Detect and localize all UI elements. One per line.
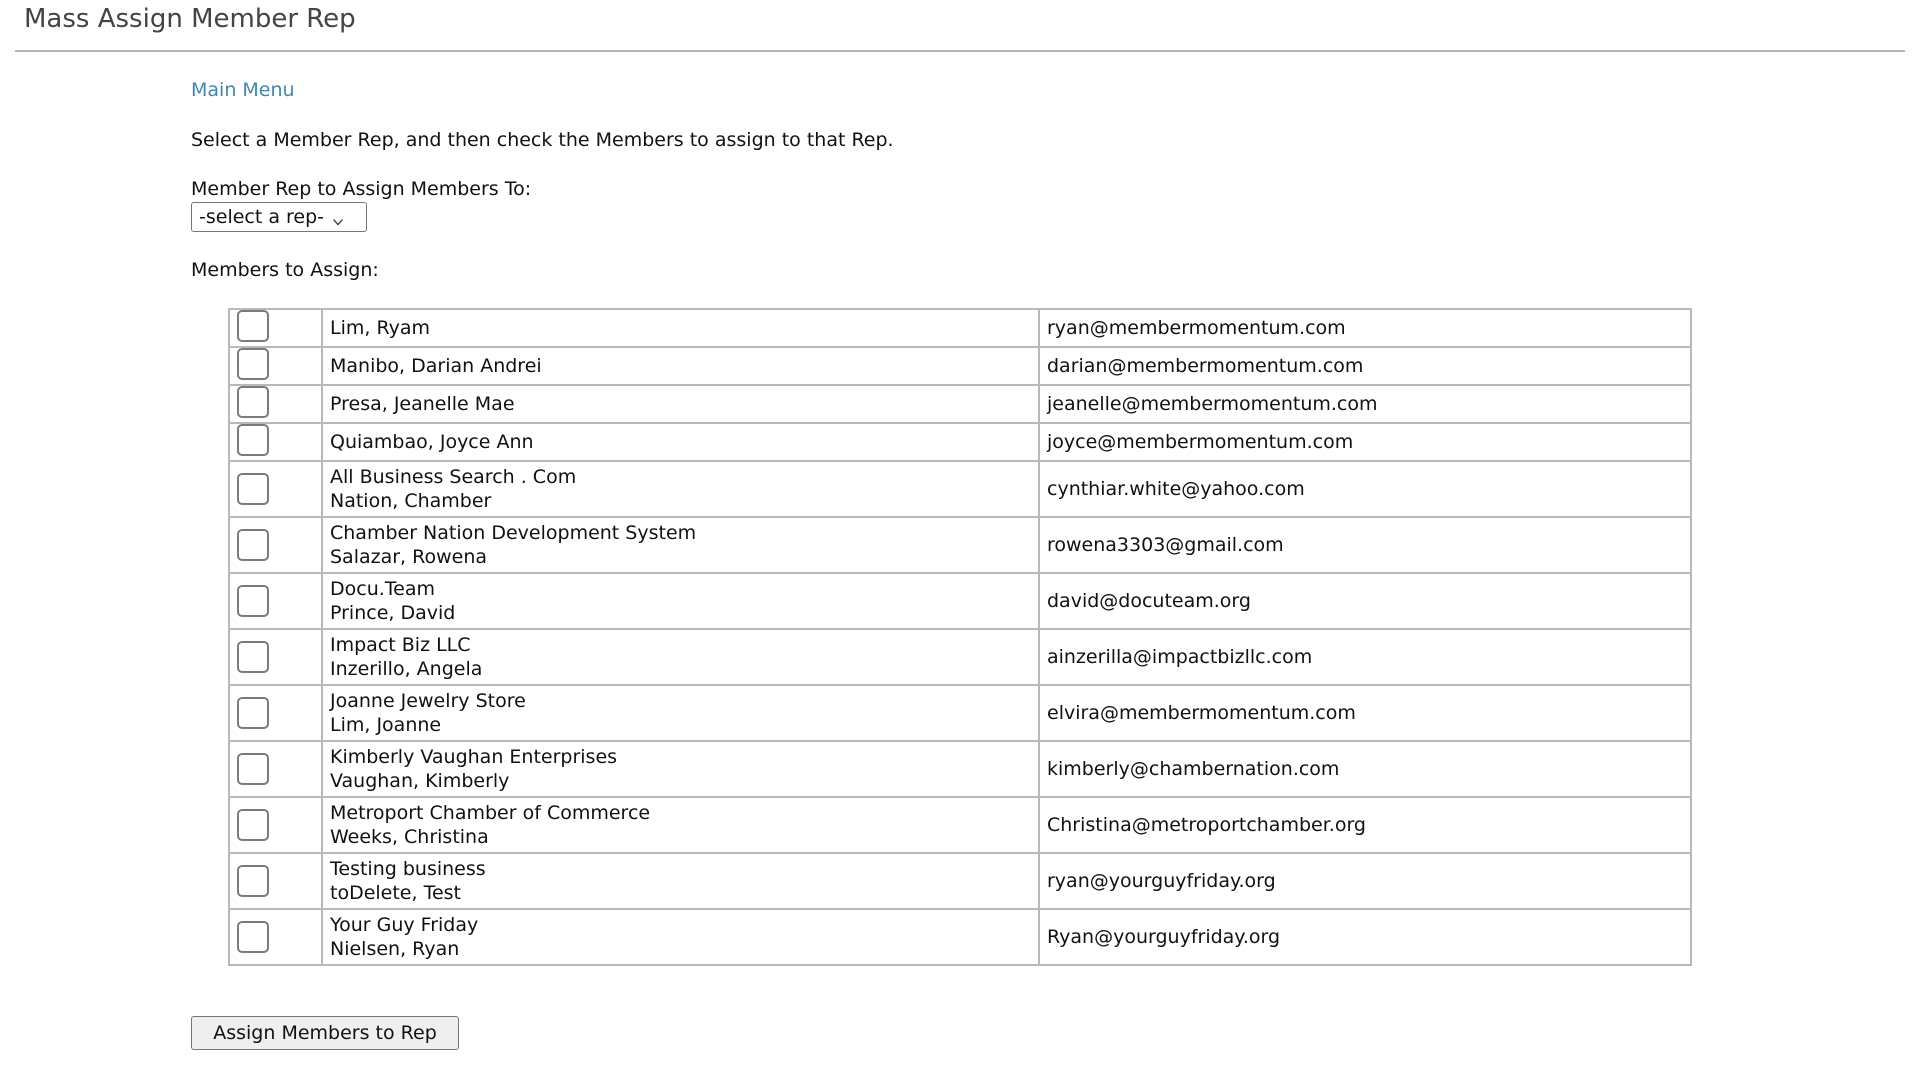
checkbox-cell	[229, 797, 322, 853]
member-email: darian@membermomentum.com	[1039, 347, 1691, 385]
table-row	[229, 685, 1691, 741]
member-email: ainzerilla@impactbizllc.com	[1039, 629, 1691, 685]
table-row	[229, 347, 1691, 385]
member-name-cell	[322, 629, 1039, 685]
member-name-cell	[322, 741, 1039, 797]
members-table-body	[229, 309, 1691, 965]
page-header	[15, 0, 1905, 52]
member-business: Docu.Team	[330, 578, 436, 600]
member-email: Christina@metroportchamber.org	[1039, 797, 1691, 853]
member-name: Quiambao, Joyce Ann	[330, 431, 534, 453]
table-row	[229, 461, 1691, 517]
member-business: Chamber Nation Development System	[330, 522, 697, 544]
members-table	[228, 308, 1692, 966]
member-business: Joanne Jewelry Store	[330, 690, 526, 712]
member-name: Salazar, Rowena	[330, 546, 488, 568]
member-name: Inzerillo, Angela	[330, 658, 483, 680]
member-name: Lim, Ryam	[330, 317, 431, 339]
checkbox-cell	[229, 573, 322, 629]
member-email: kimberly@chambernation.com	[1039, 741, 1691, 797]
member-checkbox[interactable]	[237, 921, 269, 953]
member-name: Vaughan, Kimberly	[330, 770, 510, 792]
checkbox-cell	[229, 461, 322, 517]
checkbox-cell	[229, 853, 322, 909]
member-checkbox[interactable]	[237, 424, 269, 456]
member-name-cell	[322, 685, 1039, 741]
checkbox-cell	[229, 741, 322, 797]
checkbox-cell	[229, 309, 322, 347]
checkbox-cell	[229, 423, 322, 461]
member-name: Presa, Jeanelle Mae	[330, 393, 515, 415]
instructions-text: Select a Member Rep, and then check the Members to assign to that Rep.	[191, 129, 894, 151]
table-row	[229, 853, 1691, 909]
assign-members-button[interactable]: Assign Members to Rep	[191, 1016, 459, 1050]
member-name: Weeks, Christina	[330, 826, 489, 848]
member-email: ryan@membermomentum.com	[1039, 309, 1691, 347]
table-row	[229, 573, 1691, 629]
page-title: Mass Assign Member Rep	[24, 4, 356, 34]
member-email: elvira@membermomentum.com	[1039, 685, 1691, 741]
member-email: jeanelle@membermomentum.com	[1039, 385, 1691, 423]
members-to-assign-label: Members to Assign:	[191, 259, 379, 281]
member-name: toDelete, Test	[330, 882, 461, 904]
member-checkbox[interactable]	[237, 310, 269, 342]
member-name-cell	[322, 909, 1039, 965]
member-name: Manibo, Darian Andrei	[330, 355, 542, 377]
checkbox-cell	[229, 347, 322, 385]
member-checkbox[interactable]	[237, 641, 269, 673]
member-name-cell	[322, 309, 1039, 347]
member-checkbox[interactable]	[237, 865, 269, 897]
member-business: Metroport Chamber of Commerce	[330, 802, 651, 824]
table-row	[229, 309, 1691, 347]
chevron-down-icon	[332, 211, 344, 223]
rep-select-value: -select a rep-	[199, 206, 325, 228]
table-row	[229, 517, 1691, 573]
member-email: david@docuteam.org	[1039, 573, 1691, 629]
member-checkbox[interactable]	[237, 809, 269, 841]
member-email: Ryan@yourguyfriday.org	[1039, 909, 1691, 965]
member-name-cell	[322, 853, 1039, 909]
checkbox-cell	[229, 909, 322, 965]
table-row	[229, 423, 1691, 461]
checkbox-cell	[229, 517, 322, 573]
member-checkbox[interactable]	[237, 697, 269, 729]
checkbox-cell	[229, 629, 322, 685]
member-name-cell	[322, 797, 1039, 853]
member-business: Impact Biz LLC	[330, 634, 471, 656]
member-checkbox[interactable]	[237, 386, 269, 418]
member-business: Your Guy Friday	[330, 914, 479, 936]
member-business: Testing business	[330, 858, 486, 880]
table-row	[229, 629, 1691, 685]
table-row	[229, 741, 1691, 797]
member-business: All Business Search . Com	[330, 466, 577, 488]
member-name-cell	[322, 347, 1039, 385]
member-name: Nielsen, Ryan	[330, 938, 460, 960]
member-checkbox[interactable]	[237, 753, 269, 785]
member-name-cell	[322, 423, 1039, 461]
member-checkbox[interactable]	[237, 585, 269, 617]
member-name: Lim, Joanne	[330, 714, 442, 736]
rep-select-label: Member Rep to Assign Members To:	[191, 178, 532, 200]
member-name-cell	[322, 385, 1039, 423]
member-name-cell	[322, 461, 1039, 517]
member-rep-select[interactable]	[191, 202, 367, 232]
table-row	[229, 909, 1691, 965]
member-name: Nation, Chamber	[330, 490, 492, 512]
member-name-cell	[322, 517, 1039, 573]
main-menu-link[interactable]: Main Menu	[191, 79, 295, 101]
member-email: ryan@yourguyfriday.org	[1039, 853, 1691, 909]
member-business: Kimberly Vaughan Enterprises	[330, 746, 618, 768]
member-email: cynthiar.white@yahoo.com	[1039, 461, 1691, 517]
member-name: Prince, David	[330, 602, 456, 624]
checkbox-cell	[229, 385, 322, 423]
table-row	[229, 797, 1691, 853]
member-email: joyce@membermomentum.com	[1039, 423, 1691, 461]
member-checkbox[interactable]	[237, 348, 269, 380]
table-row	[229, 385, 1691, 423]
member-name-cell	[322, 573, 1039, 629]
member-checkbox[interactable]	[237, 529, 269, 561]
member-email: rowena3303@gmail.com	[1039, 517, 1691, 573]
member-checkbox[interactable]	[237, 473, 269, 505]
checkbox-cell	[229, 685, 322, 741]
